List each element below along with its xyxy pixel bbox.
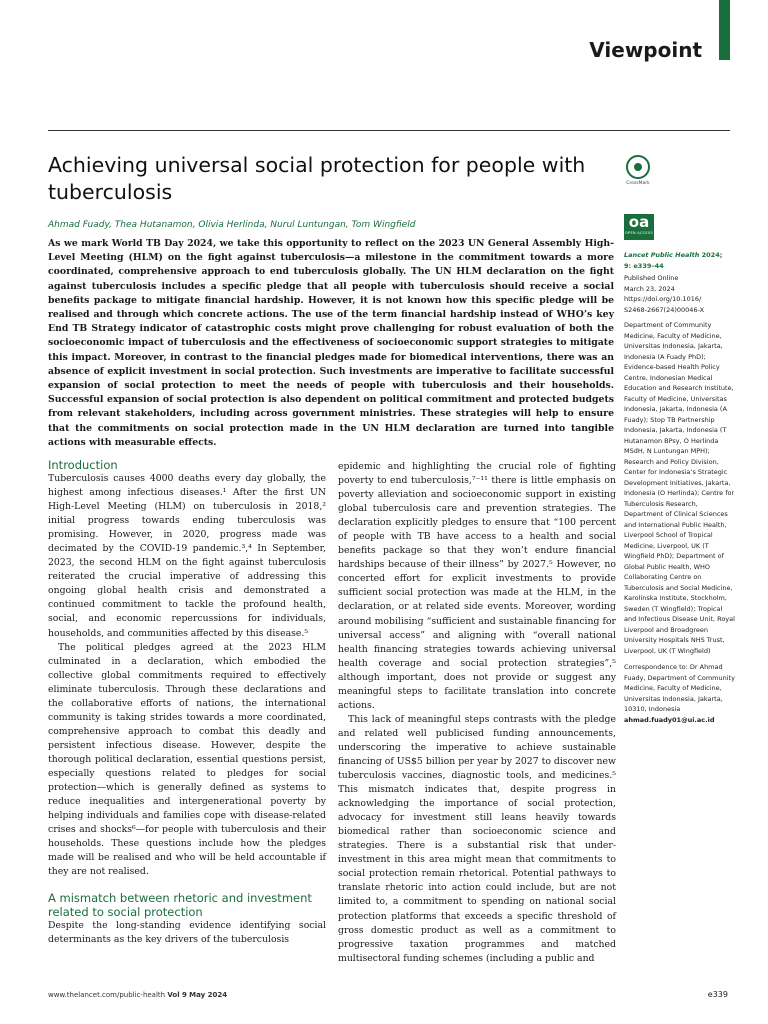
- crossmark-icon[interactable]: [625, 155, 651, 186]
- abstract: As we mark World TB Day 2024, we take this opportunity to reflect on the 2023 UN General Assembly High-Level Meeting (HLM) on the fight against tuberculosis—a milestone in the commitment towards a more coordinated, comprehensive approach to end tuberculosis globally. The UN HLM declaration on the fight against tuberculosis includes a specific pledge that all people with tuberculosis should receive a social benefits package to mitigate financial hardship. However, it is not known how this specific pledge will be realised and through which concrete actions. The use of the term financial hardship instead of WHO’s key End TB Strategy indicator of catastrophic costs might prove challenging for robust evaluation of both the socioeconomic impact of tuberculosis and the effectiveness of socioeconomic support strategies to mitigate this impact. Moreover, in contrast to the financial pledges made for biomedical interventions, there was an absence of explicit investment in social protection. Such investments are imperative to facilitate successful expansion of social protection to meet the needs of people with tuberculosis and their households. Successful expansion of social protection is also dependent on political commitment and protected budgets from relevant stakeholders, including across government ministries. These strategies will help to ensure that the commitments on social protection made in the UN HLM declaration are turned into tangible actions with measurable effects.: [48, 238, 614, 448]
- page-number: e339: [707, 990, 728, 999]
- crossmark-label: CrossMark: [626, 181, 650, 186]
- published-date: March 23, 2024: [624, 284, 675, 293]
- body-column-left: [48, 458, 326, 947]
- open-access-icon: [624, 214, 654, 240]
- open-access-mark: oa: [628, 213, 650, 231]
- section-label: Viewpoint: [589, 38, 702, 62]
- correspondence-email[interactable]: ahmad.fuady01@ui.ac.id: [624, 715, 715, 724]
- section-heading-mismatch: A mismatch between rhetoric and investment related to social protection: [48, 891, 312, 920]
- body-column-right: [338, 460, 616, 966]
- crossmark-badge: [626, 155, 650, 179]
- open-access-label: OPEN ACCESS: [625, 231, 653, 235]
- paragraph: Tuberculosis causes 4000 deaths every day globally, the highest among infectious diseases.¹ After the first UN High-Level Meeting (HLM) on tuberculosis in 2018,² initial progress towards ending tuberculosis was promising. However, in 2020, progress made was decimated by the COVID-19 pandemic.³,⁴ In September, 2023, the second HLM on the fight against tuberculosis reiterated the crucial imperative of addressing this ongoing global health crisis and demonstrated a continued commitment to tackle the profound health, social, and economic repercussions for individuals, households, and communities affected by this disease.⁵: [48, 473, 326, 639]
- paragraph: The political pledges agreed at the 2023 HLM culminated in a declaration, which embodied the collective global commitments required to effectively eliminate tuberculosis. Through these declarations and the collaborative efforts of nations, the international community is taking strides towards a more coordinated, comprehensive approach to combat this deadly and persistent infectious disease. However, despite the thorough political declaration, essential questions persist, especially questions related to pledges for social protection—which is generally defined as systems to reduce inequalities and intergenerational poverty by helping individuals and families cope with disease-related crises and shocks⁶—for people with tuberculosis and their households. These questions include how the pledges made will be realised and who will be held accountable if they are not realised.: [48, 641, 326, 878]
- journal-volume: 9: e339–44: [624, 261, 664, 270]
- footer-date: May 2024: [189, 991, 228, 999]
- published-label: Published Online: [624, 274, 679, 282]
- section-heading-introduction: Introduction: [48, 458, 118, 472]
- correspondence-address: Correspondence to: Dr Ahmad Fuady, Department of Community Medicine, Faculty of Medicine, Universitas Indonesia, Jakarta, 10310, Indonesia: [624, 663, 735, 713]
- journal-year: 2024;: [701, 251, 723, 259]
- publication-info: [624, 273, 736, 315]
- correspondence: [624, 662, 736, 725]
- article-sidebar: [624, 250, 736, 725]
- paragraph: epidemic and highlighting the crucial role of fighting poverty to end tuberculosis,⁷⁻¹¹ there is little emphasis on poverty alleviation and socioeconomic support in existing global tuberculosis care and prevention strategies. The declaration explicitly pledges to ensure that “100 percent of people with TB have access to a health and social benefits package so that they won’t endure financial hardships because of their illness” by 2027.⁵ However, no concerted effort for explicit investments to provide sufficient social protection was made at the HLM, in the declaration, or at related side events. Moreover, wording around mobilising “sufficient and sustainable financing for universal access” and aligning with “overall national health financing strategies towards achieving universal health coverage and social protection strategies”,⁵ although important, does not provide or suggest any meaningful steps to facilitate translation into concrete actions.: [338, 461, 616, 711]
- journal-citation[interactable]: [624, 250, 736, 271]
- doi-link[interactable]: https://doi.org/10.1016/: [624, 295, 702, 303]
- author-list[interactable]: Ahmad Fuady, Thea Hutanamon, Olivia Herlinda, Nurul Luntungan, Tom Wingfield: [48, 220, 416, 230]
- footer-journal-info: [48, 991, 227, 999]
- doi-link-continued[interactable]: S2468-2667(24)00046-X: [624, 305, 705, 314]
- brand-accent-bar: [719, 0, 730, 60]
- paragraph: This lack of meaningful steps contrasts with the pledge and related well publicised funding announcements, underscoring the imperative to achieve sustainable financing of US$5 billion per year by 2027 to discover new tuberculosis vaccines, diagnostic tools, and medicines.⁵ This mismatch indicates that, despite progress in acknowledging the importance of social protection, advocacy for investment still leans heavily towards biomedical rather than socioeconomic science and strategies. There is a substantial risk that under-investment in this area might mean that commitments to social protection remain rhetorical. Potential pathways to translate rhetoric into action could include, but are not limited to, a commitment to spending on national social protection platforms that exceeds a specific threshold of gross domestic product as well as a commitment to progressive taxation programmes and matched multisectoral funding schemes (including a public and: [338, 713, 616, 964]
- header-divider: [48, 130, 730, 131]
- footer-volume: Vol 9: [167, 991, 187, 999]
- journal-name: Lancet Public Health: [624, 251, 700, 259]
- author-affiliations: Department of Community Medicine, Faculty of Medicine, Universitas Indonesia, Jakarta, Indonesia (A Fuady PhD); Evidence-based Health Policy Centre, Indonesian Medical Education and Research Institute, Faculty of Medicine, Universitas Indonesia, Jakarta, Indonesia (A Fuady); Stop TB Partnership Indonesia, Jakarta, Indonesia (T Hutanamon BPsy, O Herlinda MSdH, N Luntungan MPH); Research and Policy Division, Center for Indonesia’s Strategic Development Initiatives, Jakarta, Indonesia (O Herlinda); Centre for Tuberculosis Research, Department of Clinical Sciences and International Public Health, Liverpool School of Tropical Medicine, Liverpool, UK (T Wingfield PhD); Department of Global Public Health, WHO Collaborating Centre on Tuberculosis and Social Medicine, Karolinska Institute, Stockholm, Sweden (T Wingfield); Tropical and Infectious Disease Unit, Royal Liverpool and Broadgreen University Hospitals NHS Trust, Liverpool, UK (T Wingfield): [624, 321, 735, 655]
- footer-url[interactable]: www.thelancet.com/public-health: [48, 991, 166, 999]
- article-title: Achieving universal social protection for people with tuberculosis: [48, 153, 586, 204]
- paragraph: Despite the long-standing evidence identifying social determinants as the key drivers of the tuberculosis: [48, 920, 326, 946]
